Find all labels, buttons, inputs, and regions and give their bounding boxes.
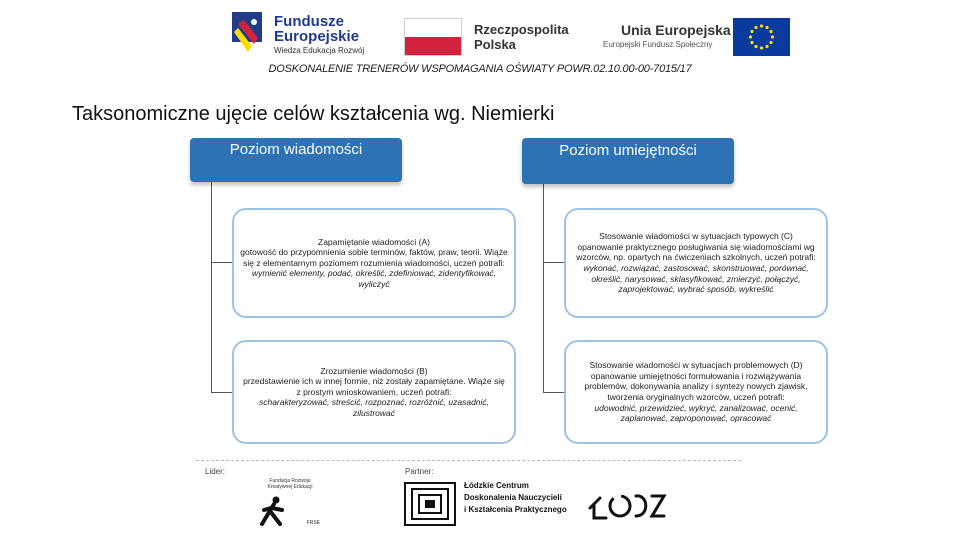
connector-left-vertical [211,182,212,392]
ue-sub: Europejski Fundusz Społeczny [603,40,713,49]
eu-star [771,35,774,38]
card-a-heading: Zapamiętanie wiadomości (A) [318,236,430,247]
eu-star [754,26,757,29]
lider-label: Lider: [205,467,226,476]
eu-star [765,45,768,48]
rp-line1: Rzeczpospolita [474,22,569,37]
eu-star [750,41,753,44]
eu-star [765,26,768,29]
eu-star [760,24,763,27]
level-box-wiadomosci: Poziom wiadomości [190,138,402,182]
card-c-heading: Stosowanie wiadomości w sytuacjach typowych (C) [599,231,793,242]
fe-line2: Europejskie [274,28,360,45]
card-level-b [232,340,516,444]
polish-flag-icon [404,18,462,56]
card-a-verbs: wymienić elementy, podać, określić, zdefiniować, zidentyfikować, wyliczyć [251,268,497,289]
card-b-body: przedstawienie ich w innej formie, niż zostały zapamiętane. Wiąże się z prostym wnioskowaniem, uczeń potrafi: [243,376,505,397]
eu-star [750,30,753,33]
card-b-heading: Zrozumienie wiadomości (B) [320,365,428,376]
project-line: DOSKONALENIE TRENERÓW WSPOMAGANIA OŚWIATY POWR.02.10.00-00-7015/17 [268,63,692,75]
lider-tag: FRSE [306,520,320,526]
card-d-verbs: udowodnić, przewidzieć, wykryć, zanalizować, ocenić, zaplanować, zaproponować, opracować [594,402,798,424]
eu-star [769,30,772,33]
connector-right-vertical [543,184,544,392]
footer-separator [196,460,741,461]
fe-sub: Wiedza Edukacja Rozwój [274,46,365,55]
eu-star [760,46,763,49]
lider-logo [256,474,322,528]
running-figure-icon [260,496,288,526]
card-a-body: gotowość do przypomnienia sobie terminów, faktów, praw, teorii. Wiąże się z elementarnym poziomem rozumienia wiadomości, uczeń potrafi: [240,247,508,268]
card-b-verbs: scharakteryzować, streścić, rozpoznać, rozróżnić, uzasadnić, zilustrować [258,397,490,418]
card-c-body: opanowanie praktycznego posługiwania się wiadomościami wg wzorców, np. opartych na ćwiczeniach szkolnych, uczeń potrafi: [576,241,816,263]
lodz-logo-mark [586,486,668,522]
eu-star [749,35,752,38]
fe-flag-icon [232,12,268,54]
connector-left-a [211,262,232,263]
lcdn-line2: Doskonalenia Nauczycieli [464,493,562,502]
connector-left-b [211,392,232,393]
fundusze-europejskie-logo [232,12,372,58]
eu-star [754,45,757,48]
card-c-verbs: wykonać, rozwiązać, zastosować, skonstruować, porównać, określić, narysować, sklasyfikować, zmierzyć, połączyć, zaprojektować, wybrać sposób, wykreślić [583,263,809,295]
level-box-umiejetnosci: Poziom umiejętności [522,138,734,184]
connector-right-d [543,392,564,393]
card-level-d [564,340,828,444]
unia-europejska-logo [603,18,793,58]
card-level-a [232,208,516,318]
lcdn-line1: Łódzkie Centrum [464,481,529,490]
partner-logo-lcdn [404,480,567,528]
lider-name: Fundacja Rozwoju Kreatywnej Edukacji [267,478,313,490]
fe-line1: Fundusze [274,13,344,30]
rzeczpospolita-polska-logo [404,18,574,58]
card-d-body: opanowanie umiejętności formułowania i rozwiązywania problemów, dokonywania analizy i syntezy nowych zjawisk, tworzenia oryginalnych wzorców, uczeń potrafi: [584,370,808,402]
card-level-c [564,208,828,318]
lcdn-line3: i Kształcenia Praktycznego [464,505,567,514]
eu-flag-icon [733,18,790,56]
lodz-city-logo [586,486,668,522]
partner-label: Partner: [405,467,434,476]
rp-line2: Polska [474,37,516,52]
page-title: Taksonomiczne ujęcie celów kształcenia wg. Niemierki [72,103,555,125]
card-d-heading: Stosowanie wiadomości w sytuacjach problemowych (D) [589,360,803,371]
eu-star [769,41,772,44]
lcdn-emblem-icon [404,482,456,526]
connector-right-c [543,262,564,263]
ue-title: Unia Europejska [621,22,731,38]
